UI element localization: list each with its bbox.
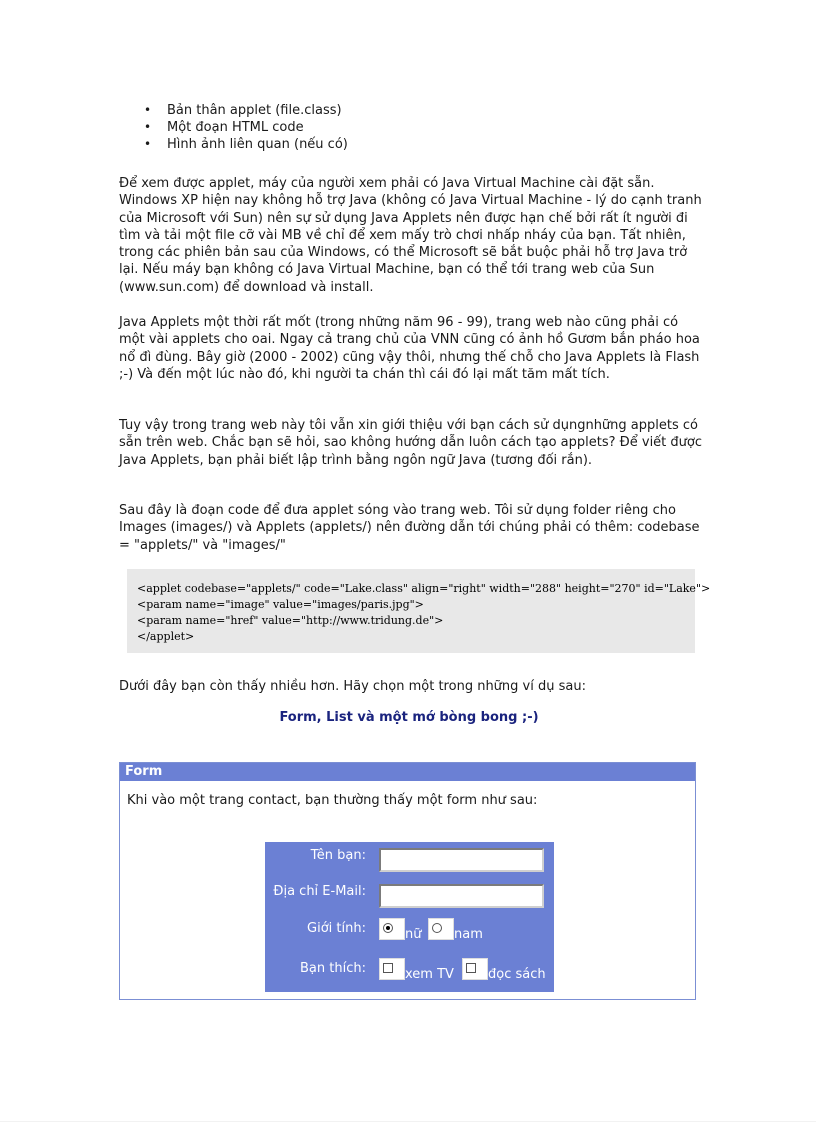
checkbox-icon: [383, 963, 393, 973]
likes-reading-checkbox[interactable]: [462, 958, 488, 980]
name-row: [265, 842, 554, 872]
paragraph-examples: Dưới đây bạn còn thấy nhiều hơn. Hãy chọn một trong những ví dụ sau:: [119, 679, 586, 694]
list-item: • Bản thân applet (file.class): [167, 102, 348, 119]
section-heading: Form, List và một mớ bòng bong ;-): [279, 710, 539, 725]
paragraph-jvm: Để xem được applet, máy của người xem phải có Java Virtual Machine cài đặt sẵn. Windows XP hiện nay không hỗ trợ Java (không có Java Virtual Machine - lý do cạnh tranh của Microsoft với Sun) nên sự sử dụng Java Applets nên được hạn chế bởi rất ít người đi tìm và tải một file cỡ vài MB về chỉ để xem mấy trò chơi nhấp nháy của bạn. Tất nhiên, trong các phiên bản sau của Windows, có thể Microsoft sẽ bắt buộc phải hỗ trợ Java trở lại. Nếu máy bạn không có Java Virtual Machine, bạn có thể tới trang web của Sun (www.sun.com) để download và install.: [119, 176, 702, 295]
gender-label: Giới tính:: [307, 921, 366, 936]
gender-female-label: nữ: [405, 927, 422, 942]
name-input[interactable]: [379, 848, 544, 872]
panel-title: Form: [120, 763, 695, 781]
page-bottom-divider: [0, 1121, 816, 1122]
likes-tv-label: xem TV: [405, 967, 454, 982]
likes-reading-label: đọc sách: [488, 967, 546, 982]
radio-selected-icon: [383, 923, 393, 933]
gender-female-radio[interactable]: [379, 918, 405, 940]
applet-requirements-list: [119, 102, 348, 153]
code-line: </applet>: [137, 630, 195, 643]
email-row: [265, 878, 554, 908]
radio-icon: [432, 923, 442, 933]
email-label: Địa chỉ E-Mail:: [273, 884, 366, 899]
paragraph-intro: Tuy vậy trong trang web này tôi vẫn xin giới thiệu với bạn cách sử dụngnhững applets có sẵn trên web. Chắc bạn sẽ hỏi, sao không hướng dẫn luôn cách tạo applets? Để viết được Java Applets, bạn phải biết lập trình bằng ngôn ngữ Java (tương đối rắn).: [119, 418, 702, 468]
likes-label: Bạn thích:: [300, 961, 366, 976]
name-label: Tên bạn:: [310, 848, 366, 863]
gender-male-radio[interactable]: [428, 918, 454, 940]
contact-form: [265, 842, 554, 992]
likes-row: [265, 958, 554, 988]
checkbox-icon: [466, 963, 476, 973]
code-line: <param name="href" value="http://www.tridung.de">: [137, 614, 444, 627]
form-panel: [119, 762, 696, 1000]
list-item: • Hình ảnh liên quan (nếu có): [167, 136, 348, 153]
code-line: <applet codebase="applets/" code="Lake.class" align="right" width="288" height="270" id="Lake">: [137, 582, 711, 595]
gender-row: [265, 918, 554, 948]
paragraph-history: Java Applets một thời rất mốt (trong những năm 96 - 99), trang web nào cũng phải có một vài applets cho oai. Ngay cả trang chủ của VNN cũng có ảnh hồ Gươm bắn pháo hoa nổ đì đùng. Bây giờ (2000 - 2002) cũng vậy thôi, nhưng thế chỗ cho Java Applets là Flash ;-) Và đến một lúc nào đó, khi người ta chán thì cái đó lại mất tăm mất tích.: [119, 315, 700, 382]
code-line: <param name="image" value="images/paris.jpg">: [137, 598, 424, 611]
email-input[interactable]: [379, 884, 544, 908]
code-block: [127, 569, 711, 653]
gender-male-label: nam: [454, 927, 483, 942]
panel-intro: Khi vào một trang contact, bạn thường thấy một form như sau:: [127, 793, 538, 808]
paragraph-code-intro: Sau đây là đoạn code để đưa applet sóng vào trang web. Tôi sử dụng folder riêng cho Images (images/) và Applets (applets/) nên đường dẫn tới chúng phải có thêm: codebase = "applets/" và "images/": [119, 503, 700, 553]
list-item: • Một đoạn HTML code: [167, 119, 348, 136]
likes-tv-checkbox[interactable]: [379, 958, 405, 980]
